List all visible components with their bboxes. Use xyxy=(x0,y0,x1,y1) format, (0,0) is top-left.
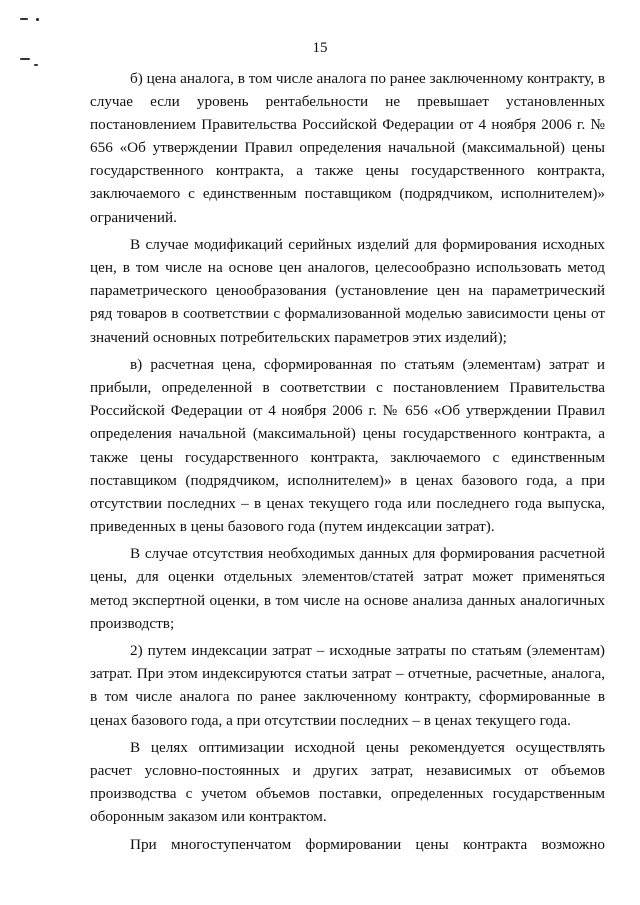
paragraph-price-optimization: В целях оптимизации исходной цены рекомендуется осуществлять расчет условно-постоянных и других затрат, независимых от объемов производства с учетом объемов поставки, определенных государственным оборонным заказом или контрактом. xyxy=(90,739,605,826)
paragraph-serial-modifications: В случае модификаций серийных изделий для формирования исходных цен, в том числе на основе цен аналогов, целесообразно использовать метод параметрического ценообразования (установление цен на параметрический ряд товаров в соответствии с формализованной моделью зависимости цены от значений основных потребительских параметров этих изделий); xyxy=(90,236,605,346)
paragraph-calculated-price: в) расчетная цена, сформированная по статьям (элементам) затрат и прибыли, определенной в соответствии с постановлением Правительства Российской Федерации от 4 ноября 2006 г. № 656 «Об утверждении Правил определения начальной (максимальной) цены государственного контракта, а также цены государственного контракта, заключаемого с единственным поставщиком (подрядчиком, исполнителем)» в ценах базового года, а при отсутствии последних – в ценах текущего года или последнего года выпуска, приведенных в цены базового года (путем индексации затрат). xyxy=(90,356,605,535)
paragraph-multistage-pricing: При многоступенчатом формировании цены контракта возможно xyxy=(130,836,605,853)
paragraph-cost-indexation: 2) путем индексации затрат – исходные затраты по статьям (элементам) затрат. При этом индексируются статьи затрат – отчетные, расчетные, аналога, в том числе аналога по ранее заключенному контракту, сформированные в ценах базового года, а при отсутствии последних – в ценах текущего года. xyxy=(90,642,605,729)
paragraph-price-analog: б) цена аналога, в том числе аналога по ранее заключенному контракту, в случае если уровень рентабельности не превышает установленных постановлением Правительства Российской Федерации от 4 ноября 2006 г. № 656 «Об утверждении Правил определения начальной (максимальной) цены государственного контракта, а также цены государственного контракта, заключаемого с единственным поставщиком (подрядчиком, исполнителем)» ограничений. xyxy=(90,70,605,226)
page-number: 15 xyxy=(312,40,328,56)
document-body xyxy=(90,67,605,856)
paragraph-expert-evaluation: В случае отсутствия необходимых данных для формирования расчетной цены, для оценки отдельных элементов/статей затрат может применяться метод экспертной оценки, в том числе на основе анализа данных аналогичных производств; xyxy=(90,545,605,632)
